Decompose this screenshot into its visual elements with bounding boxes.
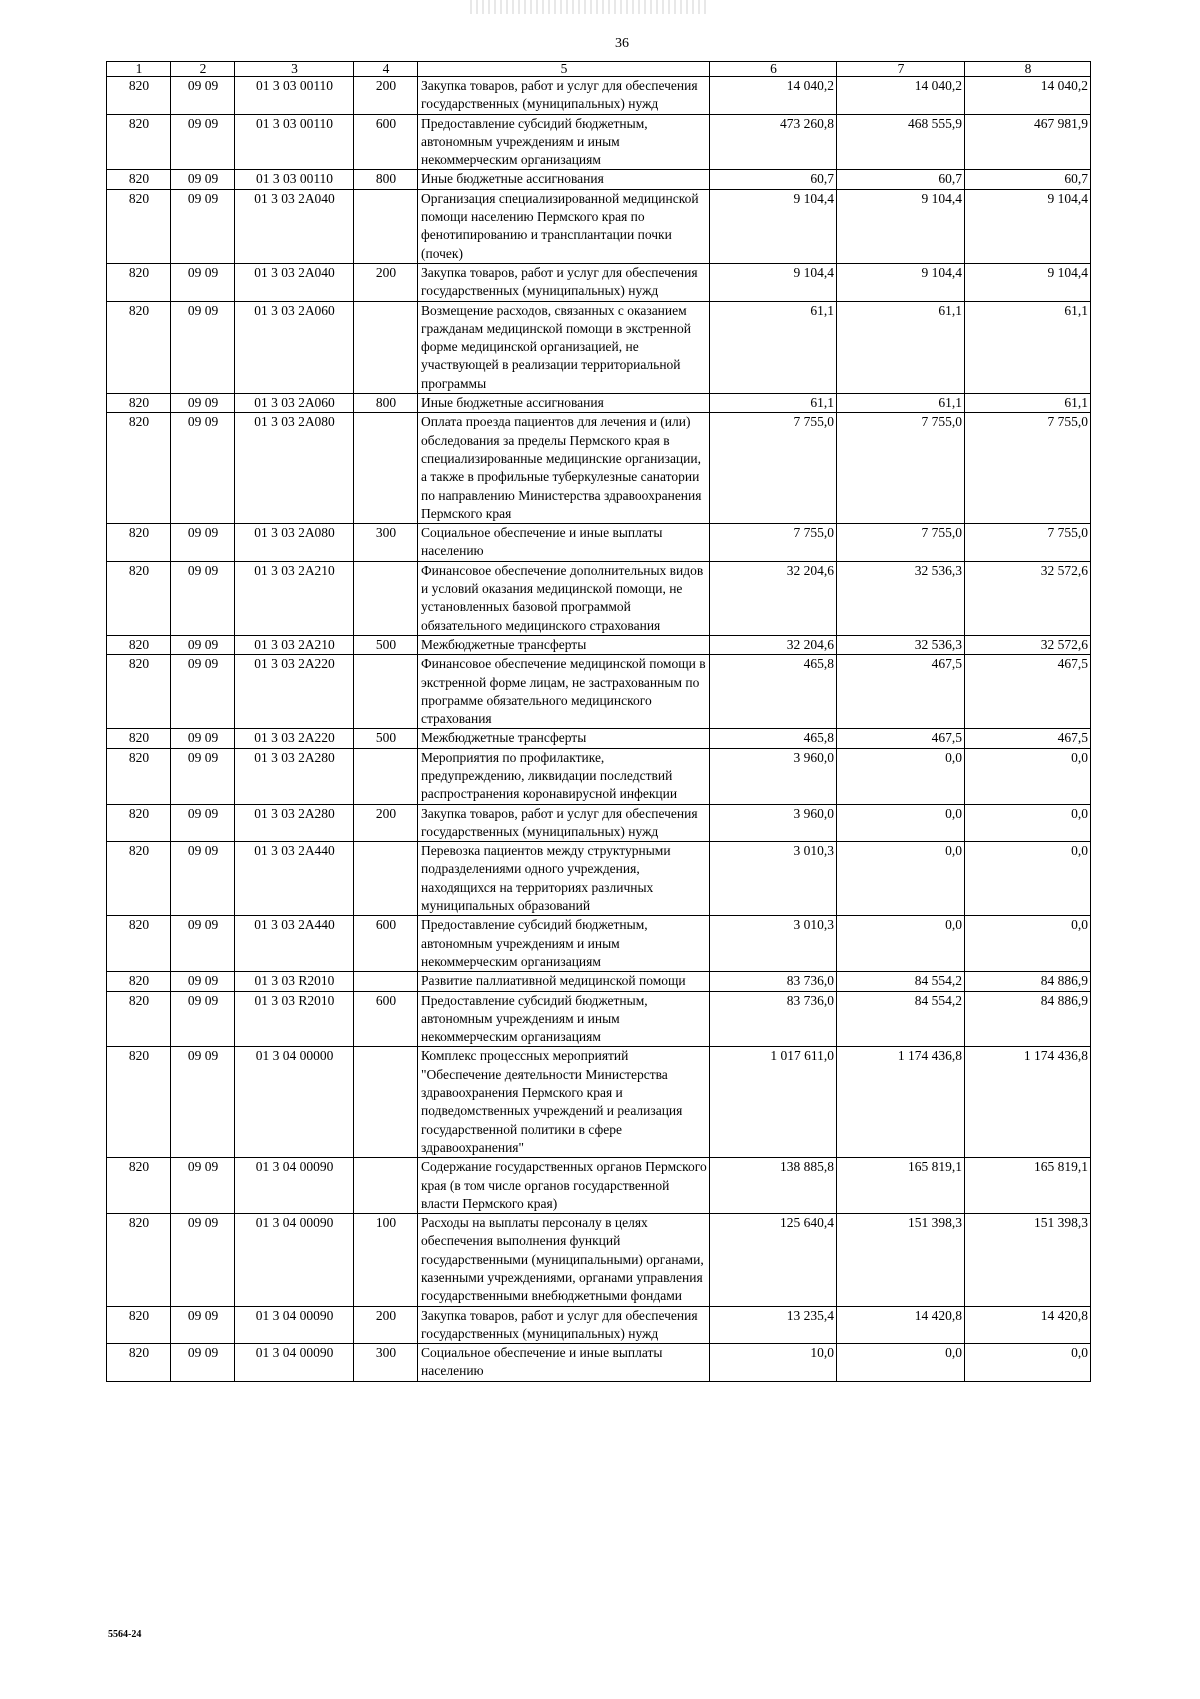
section-code-cell: 09 09: [171, 748, 235, 804]
section-code-cell: 09 09: [171, 263, 235, 301]
amount-col8-cell: 14 040,2: [965, 77, 1091, 115]
target-article-code-cell: 01 3 03 2A280: [235, 748, 354, 804]
table-row: [107, 189, 1091, 263]
ministry-code-cell: 820: [107, 114, 171, 170]
amount-col7-cell: 61,1: [837, 394, 965, 413]
ministry-code-cell: 820: [107, 77, 171, 115]
expense-type-code-cell: 200: [354, 1306, 418, 1344]
amount-col8-cell: 32 572,6: [965, 561, 1091, 635]
target-article-code-cell: 01 3 04 00000: [235, 1047, 354, 1158]
table-row: [107, 842, 1091, 916]
section-code-cell: 09 09: [171, 729, 235, 748]
amount-col6-cell: 60,7: [710, 170, 837, 189]
ministry-code-cell: 820: [107, 916, 171, 972]
target-article-code-cell: 01 3 04 00090: [235, 1214, 354, 1306]
section-code-cell: 09 09: [171, 1047, 235, 1158]
column-header-1: 1: [107, 62, 171, 77]
ministry-code-cell: 820: [107, 991, 171, 1047]
table-row: [107, 301, 1091, 393]
expense-type-code-cell: 300: [354, 524, 418, 562]
amount-col8-cell: 61,1: [965, 301, 1091, 393]
target-article-code-cell: 01 3 03 R2010: [235, 991, 354, 1047]
description-cell: Межбюджетные трансферты: [418, 729, 710, 748]
table-row: [107, 114, 1091, 170]
description-cell: Расходы на выплаты персоналу в целях обеспечения выполнения функций государственными (муниципальными) органами, казенными учреждениями, органами управления государственными внебюджетными фондами: [418, 1214, 710, 1306]
description-cell: Перевозка пациентов между структурными подразделениями одного учреждения, находящихся на территориях различных муниципальных образований: [418, 842, 710, 916]
description-cell: Возмещение расходов, связанных с оказанием гражданам медицинской помощи в экстренной форме медицинской организацией, не участвующей в реализации территориальной программы: [418, 301, 710, 393]
expense-type-code-cell: [354, 748, 418, 804]
ministry-code-cell: 820: [107, 394, 171, 413]
column-header-4: 4: [354, 62, 418, 77]
amount-col8-cell: 61,1: [965, 394, 1091, 413]
expense-type-code-cell: [354, 842, 418, 916]
table-body: [107, 77, 1091, 1382]
table-row: [107, 804, 1091, 842]
amount-col7-cell: 7 755,0: [837, 413, 965, 524]
ministry-code-cell: 820: [107, 170, 171, 189]
expense-type-code-cell: 200: [354, 263, 418, 301]
amount-col7-cell: 32 536,3: [837, 635, 965, 654]
amount-col6-cell: 138 885,8: [710, 1158, 837, 1214]
amount-col7-cell: 0,0: [837, 916, 965, 972]
description-cell: Закупка товаров, работ и услуг для обеспечения государственных (муниципальных) нужд: [418, 804, 710, 842]
column-header-3: 3: [235, 62, 354, 77]
ministry-code-cell: 820: [107, 1158, 171, 1214]
target-article-code-cell: 01 3 03 2A060: [235, 301, 354, 393]
ministry-code-cell: 820: [107, 1344, 171, 1382]
page-number: 36: [615, 36, 629, 51]
expense-type-code-cell: 800: [354, 394, 418, 413]
expense-type-code-cell: 500: [354, 729, 418, 748]
table-row: [107, 655, 1091, 729]
section-code-cell: 09 09: [171, 394, 235, 413]
amount-col7-cell: 84 554,2: [837, 991, 965, 1047]
expense-type-code-cell: 600: [354, 916, 418, 972]
amount-col7-cell: 9 104,4: [837, 263, 965, 301]
amount-col7-cell: 468 555,9: [837, 114, 965, 170]
expense-type-code-cell: 600: [354, 991, 418, 1047]
amount-col8-cell: 467,5: [965, 655, 1091, 729]
amount-col7-cell: 9 104,4: [837, 189, 965, 263]
target-article-code-cell: 01 3 03 2A220: [235, 729, 354, 748]
amount-col8-cell: 9 104,4: [965, 189, 1091, 263]
amount-col6-cell: 32 204,6: [710, 635, 837, 654]
description-cell: Финансовое обеспечение дополнительных видов и условий оказания медицинской помощи, не установленных базовой программой обязательного медицинского страхования: [418, 561, 710, 635]
ministry-code-cell: 820: [107, 189, 171, 263]
ministry-code-cell: 820: [107, 301, 171, 393]
expense-type-code-cell: [354, 413, 418, 524]
amount-col6-cell: 61,1: [710, 394, 837, 413]
target-article-code-cell: 01 3 03 2A210: [235, 635, 354, 654]
amount-col8-cell: 0,0: [965, 748, 1091, 804]
table-row: [107, 635, 1091, 654]
section-code-cell: 09 09: [171, 1306, 235, 1344]
amount-col6-cell: 83 736,0: [710, 972, 837, 991]
ministry-code-cell: 820: [107, 524, 171, 562]
amount-col6-cell: 9 104,4: [710, 189, 837, 263]
ministry-code-cell: 820: [107, 729, 171, 748]
amount-col7-cell: 0,0: [837, 842, 965, 916]
section-code-cell: 09 09: [171, 804, 235, 842]
section-code-cell: 09 09: [171, 114, 235, 170]
target-article-code-cell: 01 3 03 2A080: [235, 524, 354, 562]
ministry-code-cell: 820: [107, 635, 171, 654]
ministry-code-cell: 820: [107, 842, 171, 916]
amount-col8-cell: 467 981,9: [965, 114, 1091, 170]
document-code: 5564-24: [108, 1629, 142, 1640]
amount-col8-cell: 467,5: [965, 729, 1091, 748]
amount-col7-cell: 32 536,3: [837, 561, 965, 635]
target-article-code-cell: 01 3 03 R2010: [235, 972, 354, 991]
description-cell: Предоставление субсидий бюджетным, автономным учреждениям и иным некоммерческим организациям: [418, 114, 710, 170]
ministry-code-cell: 820: [107, 561, 171, 635]
table-row: [107, 1047, 1091, 1158]
description-cell: Закупка товаров, работ и услуг для обеспечения государственных (муниципальных) нужд: [418, 77, 710, 115]
expense-type-code-cell: [354, 189, 418, 263]
description-cell: Предоставление субсидий бюджетным, автономным учреждениям и иным некоммерческим организациям: [418, 991, 710, 1047]
section-code-cell: 09 09: [171, 524, 235, 562]
section-code-cell: 09 09: [171, 635, 235, 654]
expense-type-code-cell: 800: [354, 170, 418, 189]
amount-col6-cell: 7 755,0: [710, 524, 837, 562]
section-code-cell: 09 09: [171, 301, 235, 393]
amount-col7-cell: 0,0: [837, 1344, 965, 1382]
column-header-5: 5: [418, 62, 710, 77]
table-row: [107, 748, 1091, 804]
amount-col7-cell: 0,0: [837, 748, 965, 804]
amount-col6-cell: 7 755,0: [710, 413, 837, 524]
amount-col7-cell: 14 040,2: [837, 77, 965, 115]
amount-col6-cell: 473 260,8: [710, 114, 837, 170]
ministry-code-cell: 820: [107, 1214, 171, 1306]
amount-col6-cell: 3 960,0: [710, 804, 837, 842]
amount-col8-cell: 84 886,9: [965, 991, 1091, 1047]
amount-col8-cell: 165 819,1: [965, 1158, 1091, 1214]
amount-col8-cell: 0,0: [965, 804, 1091, 842]
section-code-cell: 09 09: [171, 1214, 235, 1306]
table-row: [107, 1158, 1091, 1214]
section-code-cell: 09 09: [171, 189, 235, 263]
amount-col7-cell: 7 755,0: [837, 524, 965, 562]
amount-col8-cell: 60,7: [965, 170, 1091, 189]
description-cell: Закупка товаров, работ и услуг для обеспечения государственных (муниципальных) нужд: [418, 263, 710, 301]
table-row: [107, 263, 1091, 301]
expense-type-code-cell: [354, 972, 418, 991]
table-row: [107, 729, 1091, 748]
expense-type-code-cell: [354, 1047, 418, 1158]
table-row: [107, 991, 1091, 1047]
target-article-code-cell: 01 3 03 2A210: [235, 561, 354, 635]
section-code-cell: 09 09: [171, 916, 235, 972]
amount-col8-cell: 0,0: [965, 1344, 1091, 1382]
target-article-code-cell: 01 3 04 00090: [235, 1306, 354, 1344]
column-header-7: 7: [837, 62, 965, 77]
section-code-cell: 09 09: [171, 655, 235, 729]
table-header: [107, 62, 1091, 77]
column-header-2: 2: [171, 62, 235, 77]
table-row: [107, 1344, 1091, 1382]
table-row: [107, 77, 1091, 115]
amount-col6-cell: 3 960,0: [710, 748, 837, 804]
expense-type-code-cell: 200: [354, 804, 418, 842]
amount-col7-cell: 0,0: [837, 804, 965, 842]
amount-col6-cell: 14 040,2: [710, 77, 837, 115]
amount-col8-cell: 1 174 436,8: [965, 1047, 1091, 1158]
expense-type-code-cell: 300: [354, 1344, 418, 1382]
description-cell: Развитие паллиативной медицинской помощи: [418, 972, 710, 991]
header-row: [107, 62, 1091, 77]
table-row: [107, 561, 1091, 635]
table-row: [107, 916, 1091, 972]
section-code-cell: 09 09: [171, 972, 235, 991]
description-cell: Предоставление субсидий бюджетным, автономным учреждениям и иным некоммерческим организациям: [418, 916, 710, 972]
target-article-code-cell: 01 3 03 2A040: [235, 263, 354, 301]
target-article-code-cell: 01 3 03 00110: [235, 77, 354, 115]
description-cell: Организация специализированной медицинской помощи населению Пермского края по фенотипированию и трансплантации почки (почек): [418, 189, 710, 263]
amount-col6-cell: 13 235,4: [710, 1306, 837, 1344]
section-code-cell: 09 09: [171, 561, 235, 635]
section-code-cell: 09 09: [171, 1158, 235, 1214]
target-article-code-cell: 01 3 03 2A440: [235, 916, 354, 972]
target-article-code-cell: 01 3 03 2A060: [235, 394, 354, 413]
column-header-8: 8: [965, 62, 1091, 77]
target-article-code-cell: 01 3 03 00110: [235, 170, 354, 189]
target-article-code-cell: 01 3 04 00090: [235, 1158, 354, 1214]
description-cell: Комплекс процессных мероприятий "Обеспечение деятельности Министерства здравоохранения Пермского края и подведомственных учреждений и реализация государственной политики в сфере здравоохранения": [418, 1047, 710, 1158]
scan-artifact: [470, 0, 710, 14]
ministry-code-cell: 820: [107, 1306, 171, 1344]
section-code-cell: 09 09: [171, 842, 235, 916]
amount-col8-cell: 7 755,0: [965, 524, 1091, 562]
expense-type-code-cell: 600: [354, 114, 418, 170]
expense-type-code-cell: [354, 1158, 418, 1214]
amount-col8-cell: 0,0: [965, 842, 1091, 916]
ministry-code-cell: 820: [107, 748, 171, 804]
amount-col7-cell: 467,5: [837, 655, 965, 729]
table-row: [107, 413, 1091, 524]
description-cell: Содержание государственных органов Пермского края (в том числе органов государственной власти Пермского края): [418, 1158, 710, 1214]
amount-col7-cell: 151 398,3: [837, 1214, 965, 1306]
amount-col6-cell: 83 736,0: [710, 991, 837, 1047]
amount-col8-cell: 84 886,9: [965, 972, 1091, 991]
amount-col7-cell: 61,1: [837, 301, 965, 393]
description-cell: Социальное обеспечение и иные выплаты населению: [418, 1344, 710, 1382]
table-row: [107, 394, 1091, 413]
amount-col6-cell: 61,1: [710, 301, 837, 393]
amount-col7-cell: 60,7: [837, 170, 965, 189]
amount-col8-cell: 14 420,8: [965, 1306, 1091, 1344]
expense-type-code-cell: [354, 561, 418, 635]
target-article-code-cell: 01 3 03 2A040: [235, 189, 354, 263]
table-row: [107, 524, 1091, 562]
expense-type-code-cell: 500: [354, 635, 418, 654]
description-cell: Межбюджетные трансферты: [418, 635, 710, 654]
expense-type-code-cell: 100: [354, 1214, 418, 1306]
expense-type-code-cell: [354, 655, 418, 729]
ministry-code-cell: 820: [107, 263, 171, 301]
table-row: [107, 972, 1091, 991]
amount-col8-cell: 151 398,3: [965, 1214, 1091, 1306]
target-article-code-cell: 01 3 03 2A220: [235, 655, 354, 729]
amount-col7-cell: 165 819,1: [837, 1158, 965, 1214]
amount-col6-cell: 125 640,4: [710, 1214, 837, 1306]
column-header-6: 6: [710, 62, 837, 77]
amount-col6-cell: 465,8: [710, 655, 837, 729]
table-row: [107, 170, 1091, 189]
description-cell: Финансовое обеспечение медицинской помощи в экстренной форме лицам, не застрахованным по программе обязательного медицинского страхования: [418, 655, 710, 729]
amount-col8-cell: 7 755,0: [965, 413, 1091, 524]
amount-col8-cell: 32 572,6: [965, 635, 1091, 654]
amount-col7-cell: 1 174 436,8: [837, 1047, 965, 1158]
description-cell: Иные бюджетные ассигнования: [418, 394, 710, 413]
table-row: [107, 1214, 1091, 1306]
section-code-cell: 09 09: [171, 413, 235, 524]
ministry-code-cell: 820: [107, 1047, 171, 1158]
budget-table: [106, 61, 1091, 1382]
ministry-code-cell: 820: [107, 655, 171, 729]
section-code-cell: 09 09: [171, 170, 235, 189]
section-code-cell: 09 09: [171, 77, 235, 115]
amount-col6-cell: 10,0: [710, 1344, 837, 1382]
description-cell: Оплата проезда пациентов для лечения и (или) обследования за пределы Пермского края в специализированные медицинские организации, а также в профильные туберкулезные санатории по направлению Министерства здравоохранения Пермского края: [418, 413, 710, 524]
description-cell: Социальное обеспечение и иные выплаты населению: [418, 524, 710, 562]
amount-col6-cell: 9 104,4: [710, 263, 837, 301]
amount-col7-cell: 84 554,2: [837, 972, 965, 991]
section-code-cell: 09 09: [171, 991, 235, 1047]
amount-col6-cell: 32 204,6: [710, 561, 837, 635]
target-article-code-cell: 01 3 03 00110: [235, 114, 354, 170]
section-code-cell: 09 09: [171, 1344, 235, 1382]
table-row: [107, 1306, 1091, 1344]
amount-col6-cell: 465,8: [710, 729, 837, 748]
ministry-code-cell: 820: [107, 804, 171, 842]
ministry-code-cell: 820: [107, 972, 171, 991]
description-cell: Мероприятия по профилактике, предупреждению, ликвидации последствий распространения коронавирусной инфекции: [418, 748, 710, 804]
amount-col8-cell: 0,0: [965, 916, 1091, 972]
target-article-code-cell: 01 3 03 2A280: [235, 804, 354, 842]
amount-col6-cell: 3 010,3: [710, 916, 837, 972]
amount-col7-cell: 14 420,8: [837, 1306, 965, 1344]
ministry-code-cell: 820: [107, 413, 171, 524]
amount-col8-cell: 9 104,4: [965, 263, 1091, 301]
description-cell: Иные бюджетные ассигнования: [418, 170, 710, 189]
expense-type-code-cell: 200: [354, 77, 418, 115]
amount-col7-cell: 467,5: [837, 729, 965, 748]
description-cell: Закупка товаров, работ и услуг для обеспечения государственных (муниципальных) нужд: [418, 1306, 710, 1344]
target-article-code-cell: 01 3 04 00090: [235, 1344, 354, 1382]
expense-type-code-cell: [354, 301, 418, 393]
amount-col6-cell: 3 010,3: [710, 842, 837, 916]
target-article-code-cell: 01 3 03 2A080: [235, 413, 354, 524]
amount-col6-cell: 1 017 611,0: [710, 1047, 837, 1158]
target-article-code-cell: 01 3 03 2A440: [235, 842, 354, 916]
